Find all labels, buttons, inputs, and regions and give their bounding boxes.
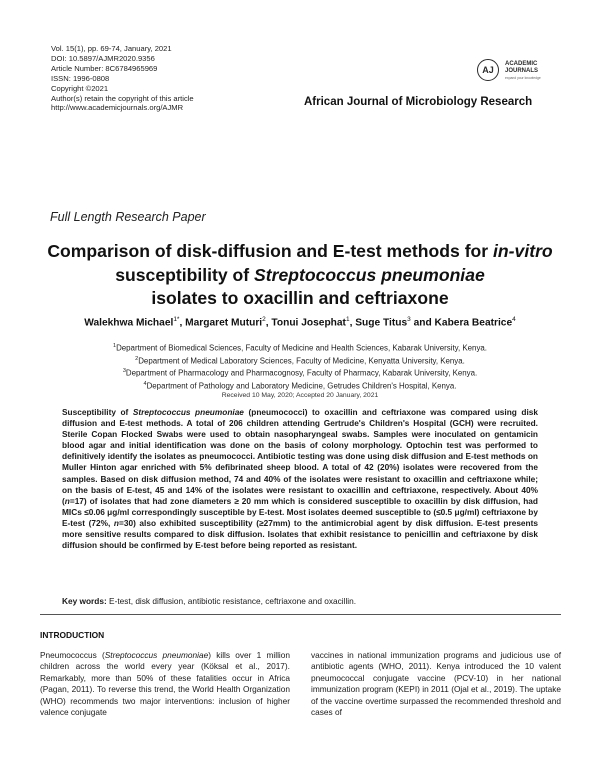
author-name: Walekhwa Michael	[84, 317, 174, 329]
author-name: Margaret Muturi	[185, 317, 263, 329]
rights-statement: Author(s) retain the copyright of this article	[51, 93, 194, 103]
keywords	[62, 596, 538, 606]
journal-url[interactable]: http://www.academicjournals.org/AJMR	[51, 103, 184, 113]
journal-name: African Journal of Microbiology Research	[304, 96, 533, 108]
affiliation-item	[20, 354, 580, 367]
issn: ISSN: 1996-0808	[51, 73, 110, 83]
author-name: Suge Titus	[355, 317, 408, 329]
author-affil-mark: 1	[345, 316, 350, 323]
abstract-n: n	[113, 517, 119, 528]
author-affil-mark: 2	[262, 316, 266, 323]
logo-tagline: expand your knowledge	[505, 76, 541, 80]
intro-left-column	[40, 650, 290, 718]
author-name: Tonui Josephat	[271, 317, 346, 329]
received-accepted-dates: Received 10 May, 2020; Accepted 20 January, 2021	[221, 392, 379, 399]
intro-text: vaccines in national immunization programs and judicious use of antibiotic agents (WHO, 2011). Kenya introduced the 10 valent pneumococcal conjugate vaccine (PCV-10) in her national immunization program (KEPI) in 2011 (Ojal et al., 2019). The uptake of the vaccine overtime surpassed the recommended threshold and cases of	[311, 650, 561, 718]
affiliation-text: Department of Pathology and Laboratory Medicine, Getrudes Children's Hospital, Kenya.	[146, 381, 457, 391]
logo-monogram: AJ	[477, 59, 499, 81]
author-affil-mark: 1*	[173, 316, 180, 323]
intro-organism: Streptococcus pneumoniae	[104, 650, 209, 660]
affiliation-item	[20, 379, 580, 392]
affiliations	[20, 341, 580, 392]
keywords-text: E-test, disk diffusion, antibiotic resistance, ceftriaxone and oxacillin.	[106, 596, 357, 606]
affiliation-item	[20, 366, 580, 379]
affiliation-mark: 1	[113, 343, 117, 349]
citation-block	[51, 44, 194, 113]
author-list	[20, 316, 580, 328]
abstract-organism: Streptococcus pneumoniae	[132, 407, 244, 417]
abstract-text: =17) of isolates that had zone diameters ≥ 20 mm which is considered susceptible to oxacillin by disk diffusion, had MICs ≤0.06 μg/ml correspondingly susceptible by E-test. Most isolates deemed susceptible to (≤0.5 μg/ml) ceftriaxone by E-test (72%,	[62, 495, 538, 528]
abstract-n: n	[64, 495, 70, 506]
keywords-label: Key words:	[62, 596, 107, 606]
logo-line1: ACADEMIC	[505, 61, 538, 67]
abstract-text: Susceptibility of	[62, 407, 133, 417]
affiliation-text: Department of Biomedical Sciences, Faculty of Medicine and Health Sciences, Kabarak University, Kenya.	[116, 343, 487, 353]
introduction-heading: INTRODUCTION	[40, 630, 105, 640]
title-part3: isolates to oxacillin and ceftriaxone	[151, 288, 449, 308]
author-separator: and	[410, 317, 435, 329]
affiliation-text: Department of Medical Laboratory Sciences, Faculty of Medicine, Kenyatta University, Kenya.	[138, 356, 465, 366]
author-separator: ,	[179, 317, 186, 329]
abstract-text: =30) also exhibited susceptibility (≥27mm) to the antimicrobial agent by disk diffusion. E-test presents more sensitive results compared to disk diffusion. Isolates that exhibit resistance to penicillin and ceftriaxone by disk diffusion should be confirmed by E-test before being reported as resistant.	[62, 517, 538, 551]
title-italic-organism: Streptococcus pneumoniae	[254, 264, 485, 285]
abstract	[62, 407, 538, 551]
paper-type: Full Length Research Paper	[50, 210, 206, 224]
doi[interactable]: DOI: 10.5897/AJMR2020.9356	[51, 53, 155, 63]
author-name: Kabera Beatrice	[434, 317, 513, 329]
intro-text: Pneumococcus (	[40, 650, 105, 660]
academic-journals-logo	[477, 56, 587, 86]
abstract-text: (pneumococci) to oxacillin and ceftriaxone was compared using disk diffusion and E-test methods. A total of 206 children attending Gertrude's Children's Hospital (GCH) were recruited. Sterile Copan Flocked Swabs were used to obtain nasopharyngeal swabs. Samples were inoculated on gentamicin blood agar and initial identification was done on the basis of colony morphology. Optochin test was performed to definitively identify the isolates as pneumococci. Antibiotic testing was done using disk diffusion and E-test methods on Muller Hinton agar enriched with 5% defibrinated sheep blood. A total of 42 (20%) isolates were recovered from the samples. Based on disk diffusion method, 74 and 40% of the isolates were resistant to oxacillin and ceftriaxone while; on the basis of E-test, 45 and 14% of the isolates were resistant to oxacillin and ceftriaxone, respectively. About 40% (	[62, 407, 538, 506]
intro-right-column	[311, 650, 561, 718]
citation: Vol. 15(1), pp. 69-74, January, 2021	[51, 44, 172, 53]
title-italic-invitro: in-vitro	[493, 241, 553, 261]
author-separator: ,	[265, 317, 272, 329]
intro-text: ) kills over 1 million children across the world every year (Köksal et al., 2017). Remarkably, more than 50% of these fatalities occur in Africa (Pagan, 2011). To reverse this trend, the World Health Organization (WHO) recommends two major interventions: inclusion of higher valence conjugate	[40, 650, 291, 718]
author-affil-mark: 3	[407, 316, 411, 323]
affiliation-mark: 3	[122, 368, 126, 375]
affiliation-mark: 2	[135, 355, 139, 362]
copyright: Copyright ©2021	[51, 83, 109, 93]
affiliation-mark: 4	[143, 380, 147, 387]
affiliation-text: Department of Pharmacology and Pharmacognosy, Faculty of Pharmacy, Kabarak University, Kenya.	[125, 368, 478, 378]
logo-wordmark	[505, 61, 538, 75]
author-affil-mark: 4	[512, 316, 516, 323]
title-part2: susceptibility of	[115, 264, 255, 285]
affiliation-item	[20, 341, 580, 354]
title-part1: Comparison of disk-diffusion and E-test methods for	[47, 241, 494, 261]
section-divider	[40, 614, 561, 615]
author-separator: ,	[349, 317, 356, 329]
paper-title	[20, 240, 580, 311]
article-number: Article Number: 8C6784965969	[51, 63, 158, 73]
logo-line2: JOURNALS	[505, 67, 539, 74]
